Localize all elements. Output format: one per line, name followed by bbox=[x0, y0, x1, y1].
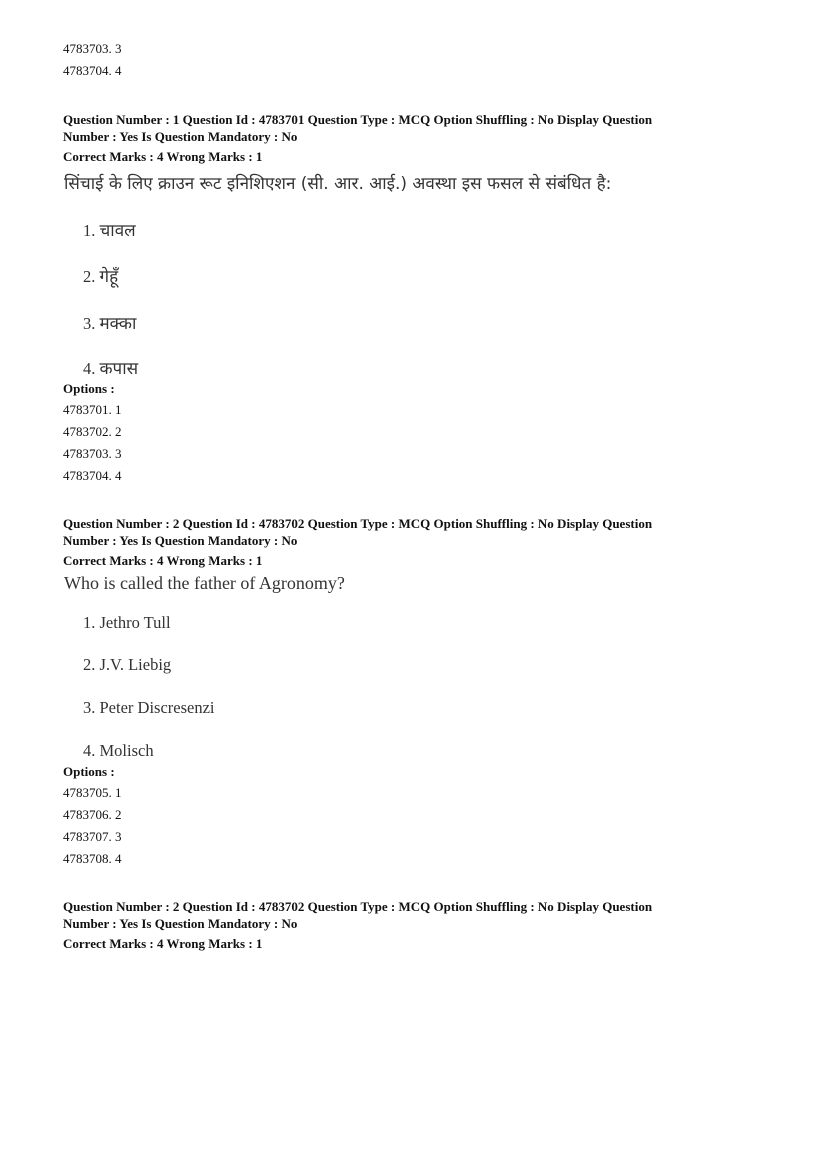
option-line: 4783704. 4 bbox=[63, 63, 122, 78]
question-header-cont: Number : Yes Is Question Mandatory : No bbox=[63, 533, 298, 548]
choice-2 bbox=[83, 655, 171, 675]
option-line: 4783703. 3 bbox=[63, 41, 122, 56]
option-line: 4783703. 3 bbox=[63, 446, 122, 461]
choice-number: 2. bbox=[83, 267, 96, 286]
choice-text: कपास bbox=[99, 359, 139, 379]
option-line: 4783707. 3 bbox=[63, 829, 122, 844]
choice-text: Peter Discresenzi bbox=[99, 698, 215, 717]
option-line: 4783701. 1 bbox=[63, 402, 122, 417]
question-header: Question Number : 1 Question Id : 4783701 Question Type : MCQ Option Shuffling : No Display Question bbox=[63, 112, 653, 127]
choice-text: मक्का bbox=[99, 314, 137, 334]
choice-number: 3. bbox=[83, 698, 96, 717]
choice-text: चावल bbox=[99, 221, 136, 241]
choice-text: J.V. Liebig bbox=[99, 655, 172, 674]
question-text: सिंचाई के लिए क्राउन रूट इनिशिएशन (सी. आर. आई.) अवस्था इस फसल से संबंधित है: bbox=[64, 174, 612, 194]
option-line: 4783702. 2 bbox=[63, 424, 122, 439]
choice-1 bbox=[83, 613, 171, 633]
choice-number: 2. bbox=[83, 655, 96, 674]
choice-text: Jethro Tull bbox=[99, 613, 171, 632]
choice-2 bbox=[83, 264, 118, 287]
question-text: Who is called the father of Agronomy? bbox=[64, 573, 345, 593]
question-header: Question Number : 2 Question Id : 4783702 Question Type : MCQ Option Shuffling : No Display Question bbox=[63, 899, 653, 914]
question-header: Question Number : 2 Question Id : 4783702 Question Type : MCQ Option Shuffling : No Display Question bbox=[63, 516, 653, 531]
marks-line: Correct Marks : 4 Wrong Marks : 1 bbox=[63, 936, 263, 951]
choice-3 bbox=[83, 698, 215, 718]
choice-number: 4. bbox=[83, 741, 96, 760]
marks-line: Correct Marks : 4 Wrong Marks : 1 bbox=[63, 149, 263, 164]
marks-line: Correct Marks : 4 Wrong Marks : 1 bbox=[63, 553, 263, 568]
options-label: Options : bbox=[63, 381, 115, 396]
options-label: Options : bbox=[63, 764, 115, 779]
choice-number: 3. bbox=[83, 314, 96, 333]
option-line: 4783705. 1 bbox=[63, 785, 122, 800]
choice-number: 1. bbox=[83, 221, 96, 240]
choice-4 bbox=[83, 356, 138, 379]
option-line: 4783706. 2 bbox=[63, 807, 122, 822]
question-header-cont: Number : Yes Is Question Mandatory : No bbox=[63, 916, 298, 931]
choice-number: 1. bbox=[83, 613, 96, 632]
option-line: 4783708. 4 bbox=[63, 851, 122, 866]
option-line: 4783704. 4 bbox=[63, 468, 122, 483]
choice-1 bbox=[83, 218, 136, 241]
choice-3 bbox=[83, 311, 136, 334]
question-header-cont: Number : Yes Is Question Mandatory : No bbox=[63, 129, 298, 144]
choice-number: 4. bbox=[83, 359, 96, 378]
choice-text: Molisch bbox=[99, 741, 154, 760]
choice-text: गेहूँ bbox=[99, 267, 119, 287]
choice-4 bbox=[83, 741, 154, 761]
